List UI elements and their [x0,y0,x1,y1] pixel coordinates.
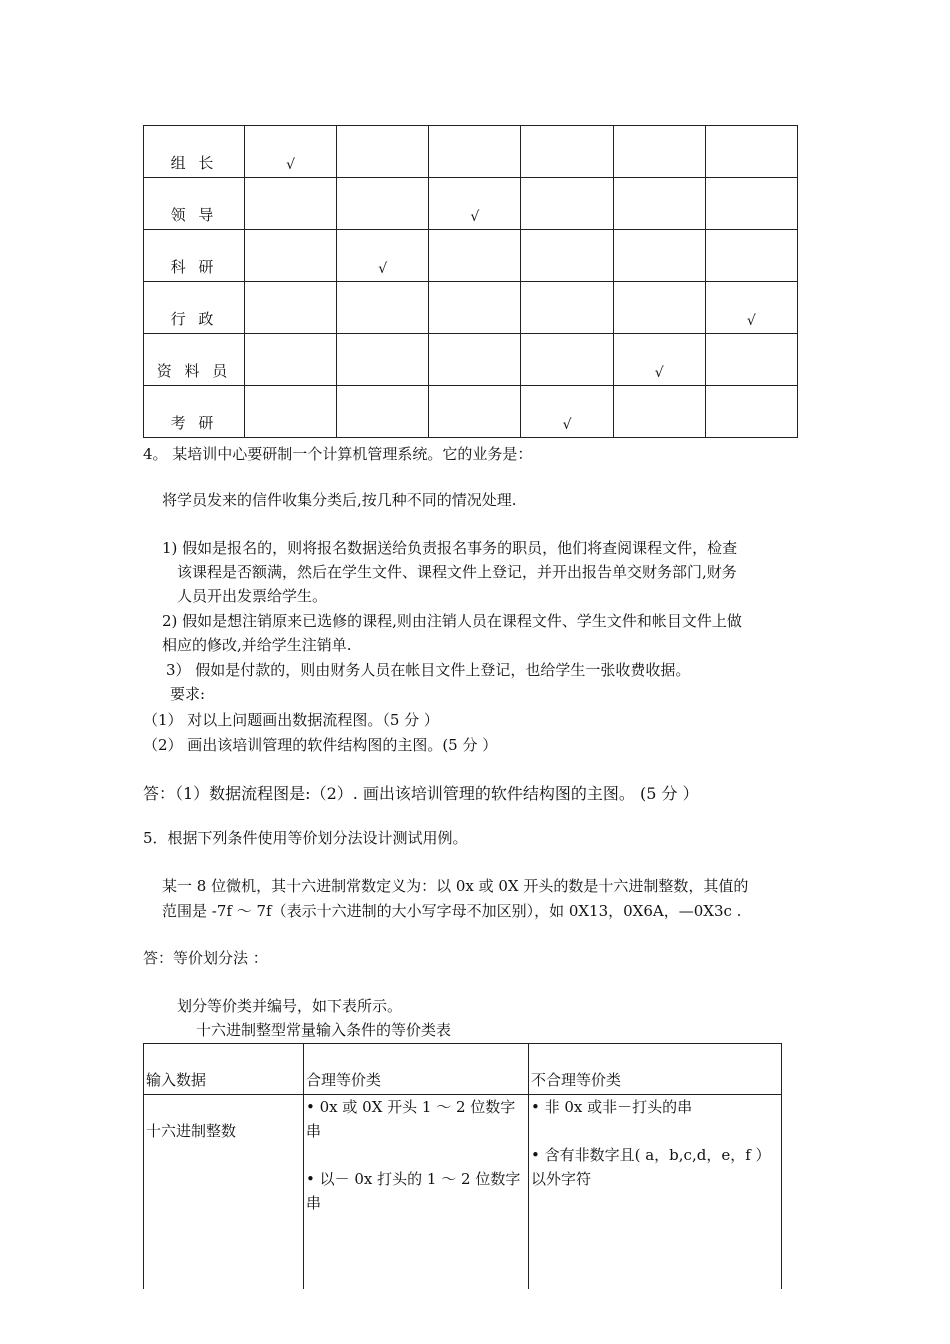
empty-cell [337,178,429,230]
empty-cell [429,126,521,178]
q4-item2-line1: 2) 假如是想注销原来已选修的课程,则由注销人员在课程文件、学生文件和帐目文件上做 [162,612,742,630]
empty-cell [245,282,337,334]
empty-cell [245,178,337,230]
empty-cell [429,334,521,386]
q4-answer: 答：（1）数据流程图是:（2）. 画出该培训管理的软件结构图的主图。 (5 分 ） [143,784,699,803]
empty-cell [613,282,705,334]
empty-cell [337,282,429,334]
empty-cell [429,282,521,334]
check-mark: √ [245,126,337,178]
role-label: 资 料 员 [144,334,245,386]
empty-cell [429,386,521,438]
q5-desc-line1: 某一 8 位微机，其十六进制常数定义为：以 0x 或 0X 开头的数是十六进制整数，其值的 [162,877,749,895]
q4-requirement-2: （2） 画出该培训管理的软件结构图的主图。(5 分 ） [143,736,498,754]
empty-cell [337,334,429,386]
role-row [144,386,798,438]
invalid-class-1: • 非 0x 或非－打头的串 [531,1098,693,1116]
row-label: 十六进制整数 [144,1095,304,1290]
empty-cell [429,230,521,282]
empty-cell [705,126,797,178]
role-table [143,125,798,438]
role-label: 行 政 [144,282,245,334]
q5-desc-line2: 范围是 -7f ～ 7f（表示十六进制的大小写字母不加区别），如 0X13，0X6A，—0X3c . [162,902,742,920]
empty-cell [613,386,705,438]
empty-cell [521,126,613,178]
empty-cell [705,230,797,282]
q5-title: 5．根据下列条件使用等价划分法设计测试用例。 [143,829,468,847]
role-label: 考 研 [144,386,245,438]
check-mark: √ [613,334,705,386]
empty-cell [521,334,613,386]
check-mark: √ [705,282,797,334]
empty-cell [337,126,429,178]
q4-item3: 3） 假如是付款的，则由财务人员在帐目文件上登记，也给学生一张收费收据。 [166,661,691,679]
empty-cell [705,178,797,230]
valid-classes-cell [304,1095,529,1290]
header-invalid-classes: 不合理等价类 [529,1044,782,1095]
valid-class-1: • 0x 或 0X 开头 1 ～ 2 位数字串 [306,1098,516,1140]
q4-requirements-label: 要求: [170,685,206,703]
header-valid-classes: 合理等价类 [304,1044,529,1095]
check-mark: √ [521,386,613,438]
role-row [144,230,798,282]
empty-cell [613,178,705,230]
q4-item2-line2: 相应的修改,并给学生注销单. [162,636,352,654]
q4-item1-line2: 该课程是否额满，然后在学生文件、课程文件上登记，并开出报告单交财务部门,财务 [177,563,737,581]
table-caption: 十六进制整型常量输入条件的等价类表 [196,1021,452,1039]
invalid-class-2: • 含有非数字且( a，b,c,d，e，f ）以外字符 [531,1146,771,1188]
empty-cell [613,230,705,282]
empty-cell [245,230,337,282]
empty-cell [521,230,613,282]
role-row [144,126,798,178]
empty-cell [705,386,797,438]
role-row [144,334,798,386]
empty-cell [521,178,613,230]
valid-class-2: • 以－ 0x 打头的 1 ～ 2 位数字串 [306,1170,521,1212]
invalid-classes-cell [529,1095,782,1290]
q4-item1-line1: 1) 假如是报名的，则将报名数据送给负责报名事务的职员，他们将查阅课程文件，检查 [162,539,738,557]
role-label: 组 长 [144,126,245,178]
q5-note: 划分等价类并编号，如下表所示。 [177,997,403,1015]
empty-cell [245,334,337,386]
check-mark: √ [337,230,429,282]
q4-title: 4。 某培训中心要研制一个计算机管理系统。它的业务是： [143,445,533,463]
equivalence-class-table [143,1043,782,1289]
empty-cell [337,386,429,438]
role-label: 领 导 [144,178,245,230]
empty-cell [705,334,797,386]
header-input-data: 输入数据 [144,1044,304,1095]
check-mark: √ [429,178,521,230]
role-row [144,282,798,334]
empty-cell [245,386,337,438]
q5-answer: 答：等价划分法 ： [143,949,268,967]
role-row [144,178,798,230]
empty-cell [613,126,705,178]
q4-requirement-1: （1） 对以上问题画出数据流程图。（5 分 ） [143,711,439,729]
q4-item1-line3: 人员开出发票给学生。 [177,587,328,605]
q4-intro: 将学员发来的信件收集分类后,按几种不同的情况处理. [162,491,517,509]
role-label: 科 研 [144,230,245,282]
empty-cell [521,282,613,334]
